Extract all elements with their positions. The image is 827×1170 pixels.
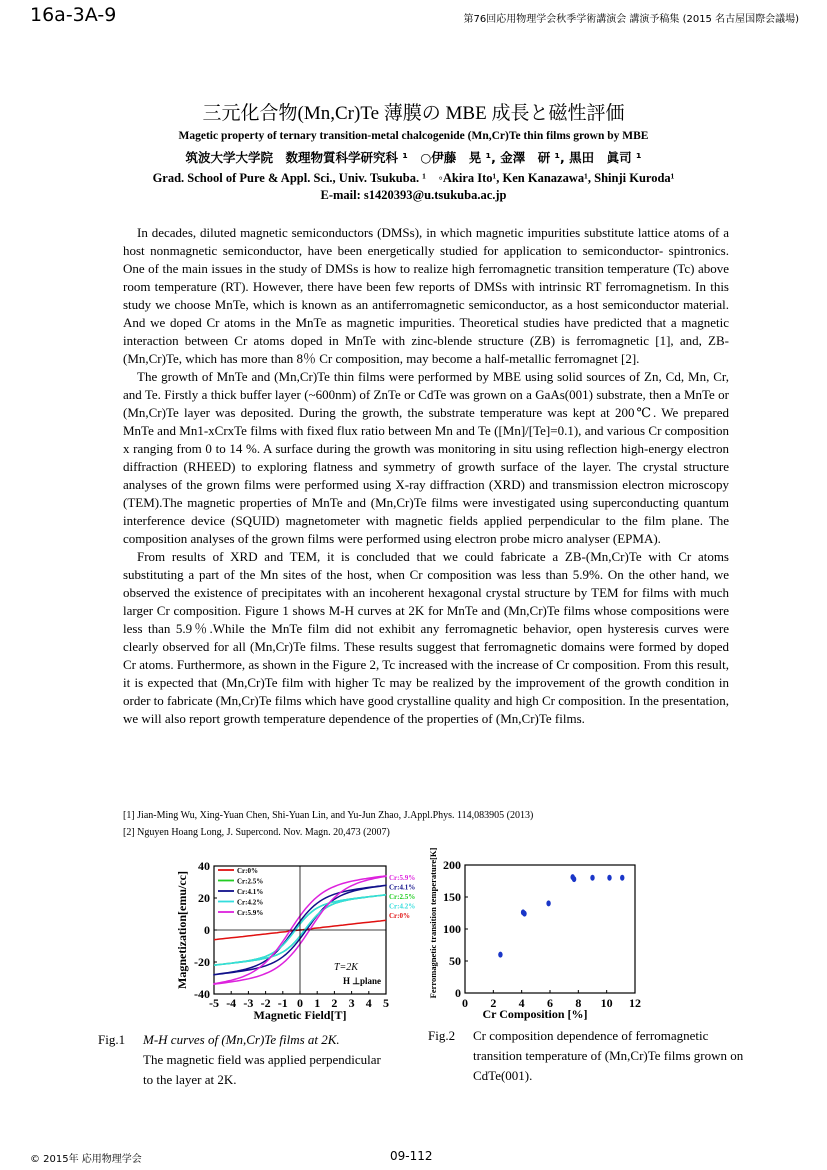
fig2-xtick-label: 8 bbox=[575, 996, 582, 1010]
fig2-caption-line: transition temperature of (Mn,Cr)Te films grown on bbox=[473, 1048, 744, 1063]
fig1-xtick-label: 4 bbox=[365, 996, 372, 1010]
fig1-caption-line: The magnetic field was applied perpendicular bbox=[143, 1052, 381, 1067]
fig2-ytick-label: 150 bbox=[443, 890, 461, 904]
reference: [1] Jian-Ming Wu, Xing-Yuan Chen, Shi-Yuan Lin, and Yu-Jun Zhao, J.Appl.Phys. 114,083905 (2013) bbox=[123, 810, 534, 821]
fig2-xtick-label: 12 bbox=[629, 996, 641, 1010]
body-text bbox=[123, 224, 729, 728]
fig1-xlabel: Magnetic Field[T] bbox=[253, 1008, 347, 1022]
fig1-annotation-field: H ⊥plane bbox=[342, 976, 382, 986]
fig1-xtick-label: 1 bbox=[314, 996, 321, 1010]
fig1-curve-label: Cr:0% bbox=[389, 912, 410, 920]
fig1-xtick-label: 5 bbox=[383, 996, 389, 1010]
fig1-caption bbox=[98, 1030, 428, 1090]
fig2-data-point bbox=[498, 952, 502, 958]
fig2-caption-line: Cr composition dependence of ferromagnetic bbox=[473, 1028, 709, 1043]
copyright: © 2015年 応用物理学会 bbox=[30, 1154, 142, 1165]
fig2-xtick-label: 10 bbox=[600, 996, 613, 1010]
fig2-xtick-label: 2 bbox=[490, 996, 497, 1010]
fig1-legend-label: Cr:4.1% bbox=[237, 888, 264, 896]
page-number: 09-112 bbox=[390, 1149, 433, 1163]
abstract-id: 16a-3A-9 bbox=[30, 4, 117, 26]
fig2-tc-chart bbox=[425, 835, 655, 1025]
fig1-xtick-label: 2 bbox=[331, 996, 338, 1010]
fig1-ytick-label: -40 bbox=[194, 987, 210, 1001]
conference-header: 第76回応用物理学会秋季学術講演会 講演予稿集 (2015 名古屋国際会議場) bbox=[463, 14, 799, 25]
fig2-xtick-label: 0 bbox=[462, 996, 468, 1010]
fig1-xtick-label: 0 bbox=[297, 996, 303, 1010]
fig2-data-point bbox=[546, 900, 550, 906]
fig1-curve-label: Cr:4.1% bbox=[389, 883, 416, 892]
fig1-legend-label: Cr:5.9% bbox=[237, 909, 264, 917]
fig1-curve-label: Cr:5.9% bbox=[389, 874, 416, 882]
fig1-annotation-temp: T=2K bbox=[334, 962, 358, 973]
fig1-ytick-label: 20 bbox=[198, 891, 210, 905]
fig2-xlabel: Cr Composition [%] bbox=[482, 1007, 588, 1021]
fig2-data-point bbox=[522, 911, 526, 917]
fig1-xtick-label: -4 bbox=[226, 996, 237, 1010]
fig1-xtick-label: -1 bbox=[277, 996, 288, 1010]
fig1-ylabel: Magnetization[emu/cc] bbox=[175, 871, 189, 989]
fig1-caption-line: M-H curves of (Mn,Cr)Te films at 2K. bbox=[143, 1032, 340, 1047]
paragraph: From results of XRD and TEM, it is concluded that we could fabricate a ZB-(Mn,Cr)Te with Cr atoms substituting a part of the Mn sites of the host, when Cr composition was less than 5.9%. On the other hand, we observed the existence of precipitates with an incoherent hexagonal crystal structure by TEM for films with much larger Cr composition. Figure 1 shows M-H curves at 2K for MnTe and (Mn,Cr)Te films whose compositions were less than 5.9％.While the MnTe film did not exhibit any ferromagnetic behavior, open hysteresis curves were clearly observed for all (Mn,Cr)Te films. These results suggest that ferromagnetic domains were formed by doped Cr atoms. Furthermore, as shown in the Figure 2, Tc increased with the increase of Cr composition. From this result, it is expected that (Mn,Cr)Te film with higher Tc may be realized by the improvement of the growth condition in order to fabricate (Mn,Cr)Te films which have good crystalline quality and high Cr composition. In the presentation, we will also report growth temperature dependence of the properties of (Mn,Cr)Te films. bbox=[123, 549, 729, 726]
affiliation-jp: 筑波大学大学院 数理物質科学研究科 ¹ ○伊藤 晃 ¹, 金澤 研 ¹, 黒田 眞司 ¹ bbox=[185, 150, 642, 165]
fig2-ylabel: Ferromagnetic transition temperature[K] bbox=[428, 847, 438, 999]
fig2-xtick-label: 6 bbox=[547, 996, 553, 1010]
fig1-curve-label: Cr:4.2% bbox=[389, 902, 416, 911]
fig2-ytick-label: 200 bbox=[443, 858, 461, 872]
fig1-caption-line: to the layer at 2K. bbox=[143, 1072, 237, 1087]
fig2-plot-frame bbox=[465, 865, 635, 993]
affiliation-en: Grad. School of Pure & Appl. Sci., Univ. Tsukuba. ¹ ◦Akira Ito¹, Ken Kanazawa¹, Shinji Kuroda¹ bbox=[152, 171, 675, 185]
fig1-curve-label: Cr:2.5% bbox=[389, 893, 416, 901]
fig2-caption bbox=[428, 1026, 788, 1086]
fig1-caption-label: Fig.1 bbox=[98, 1032, 126, 1047]
fig2-data-point bbox=[607, 875, 611, 881]
fig1-xtick-label: 3 bbox=[348, 996, 355, 1010]
paper-title: 三元化合物(Mn,Cr)Te 薄膜の MBE 成長と磁性評価 bbox=[202, 103, 625, 124]
fig1-legend-label: Cr:0% bbox=[237, 867, 258, 875]
fig1-xtick-label: -3 bbox=[243, 996, 254, 1010]
fig1-legend-label: Cr:2.5% bbox=[237, 877, 264, 886]
fig2-ytick-label: 0 bbox=[455, 986, 461, 1000]
paragraph: The growth of MnTe and (Mn,Cr)Te thin films were performed by MBE using solid sources of Zn, Cd, Mn, Cr, and Te. Firstly a thick buffer layer (~600nm) of ZnTe or CdTe was grown on a GaAs(001) substrate, then a MnTe or (Mn,Cr)Te layer was deposited. During the growth, the substrate temperature was kept at 200℃. We prepared MnTe and Mn1-xCrxTe films with fixed flux ratio between Mn and Te ([Mn]/[Te]=0.1), and various Cr composition x ranging from 0 to 14 %. A surface during the growth was monitoring in situ using reflection high-energy electron diffraction (RHEED) to exploring flatness and symmetry of growth surface of the layer. The crystal structure analyses of the grown films were performed using X-ray diffraction (XRD) and transmission electron microscopy (TEM).The magnetic properties of MnTe and (Mn,Cr)Te films were investigated using superconducting quantum interference device (SQUID) magnetometer with magnetic fields applied perpendicular to the film plane. The composition analyses of the grown films were performed using electron probe micro analyser (EPMA). bbox=[123, 369, 729, 546]
paragraph: In decades, diluted magnetic semiconductors (DMSs), in which magnetic impurities substitute lattice atoms of a host nonmagnetic semiconductor, have been energetically studied for application to semiconductor- spintronics. One of the main issues in the study of DMSs is how to realize high ferromagnetic transition temperature (Tc) above room temperature (RT). However, there have been few reports of DMSs with intrinsic RT ferromagnetism. In this study we choose MnTe, which is known as an antiferromagnetic semiconductor, as a host semiconductor material. And we doped Cr atoms in the MnTe as magnetic impurities. Theoretical studies have predicted that a magnetic interaction between Cr atoms doped in MnTe with zinc-blende structure (ZB) is ferromagnetic [1], and, ZB-(Mn,Cr)Te, which has more than 8％ Cr composition, may become a half-metallic ferromagnet [2]. bbox=[123, 225, 729, 366]
paper-title-en: Magetic property of ternary transition-metal chalcogenide (Mn,Cr)Te thin films grown by MBE bbox=[178, 130, 649, 142]
fig1-ytick-label: 40 bbox=[198, 859, 210, 873]
fig1-xtick-label: -5 bbox=[209, 996, 219, 1010]
fig1-legend-label: Cr:4.2% bbox=[237, 898, 264, 907]
fig1-ytick-label: 0 bbox=[204, 923, 210, 937]
fig2-ytick-label: 100 bbox=[443, 922, 461, 936]
fig2-xtick-label: 4 bbox=[518, 996, 525, 1010]
email: E-mail: s1420393@u.tsukuba.ac.jp bbox=[320, 188, 507, 202]
fig2-data-point bbox=[620, 875, 624, 881]
fig1-xtick-label: -2 bbox=[260, 996, 271, 1010]
fig1-ytick-label: -20 bbox=[194, 955, 210, 969]
fig2-data-point bbox=[590, 875, 594, 881]
fig1-mh-chart bbox=[170, 856, 420, 1024]
reference: [2] Nguyen Hoang Long, J. Supercond. Nov. Magn. 20,473 (2007) bbox=[123, 827, 390, 838]
fig2-data-point bbox=[572, 876, 576, 882]
fig2-caption-label: Fig.2 bbox=[428, 1028, 456, 1043]
fig2-ytick-label: 50 bbox=[449, 954, 461, 968]
fig2-caption-line: CdTe(001). bbox=[473, 1068, 533, 1083]
